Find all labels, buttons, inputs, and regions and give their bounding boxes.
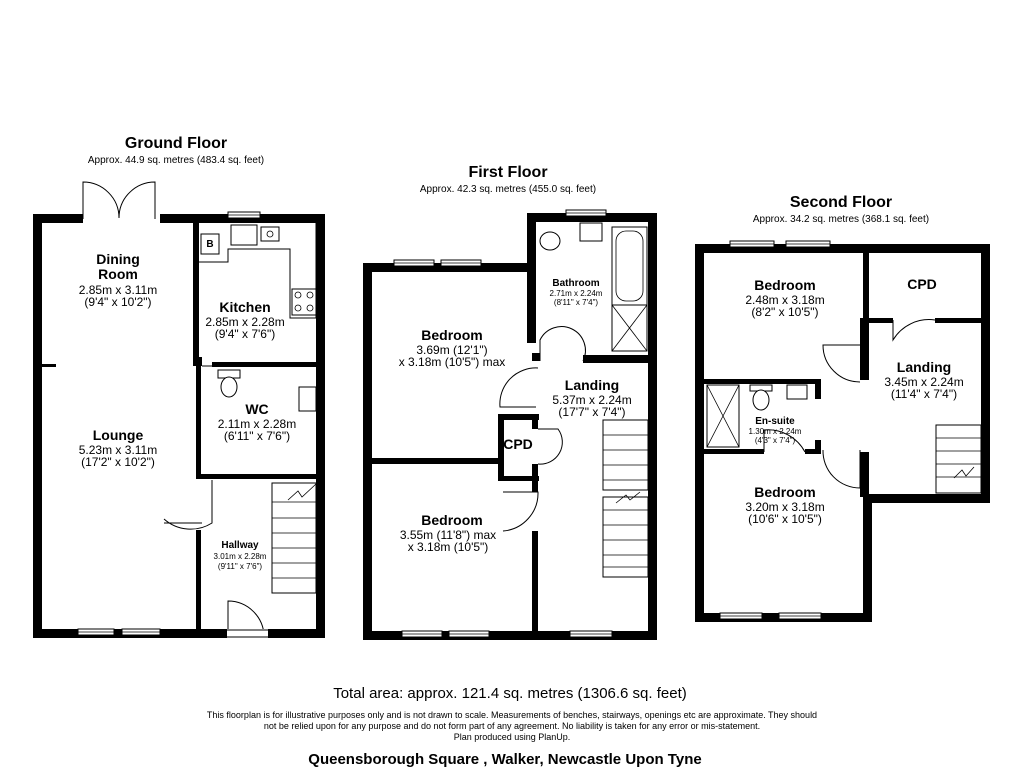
dining-room-name-line2: Room xyxy=(98,266,138,282)
bathroom-name: Bathroom xyxy=(552,278,600,289)
first-bedroom1-metric: 3.69m (12'1") xyxy=(416,343,488,357)
dining-room-metric: 2.85m x 3.11m xyxy=(78,283,158,297)
bathroom-imperial: (8'11" x 7'4") xyxy=(553,298,599,307)
ground-floor-title: Ground Floor xyxy=(124,135,228,152)
bathroom-metric: 2.71m x 2.24m xyxy=(549,289,603,298)
wc-imperial: (6'11" x 7'6") xyxy=(223,429,291,443)
second-bedroom2-name: Bedroom xyxy=(754,484,816,500)
lounge-imperial: (17'2" x 10'2") xyxy=(81,455,155,469)
second-bedroom1-name: Bedroom xyxy=(754,277,816,293)
first-bedroom2-imperial: x 3.18m (10'5") xyxy=(407,540,489,554)
hallway-name: Hallway xyxy=(221,540,259,551)
first-landing-metric: 5.37m x 2.24m xyxy=(552,393,632,407)
second-cpd-name: CPD xyxy=(907,276,937,292)
second-landing-imperial: (11'4" x 7'4") xyxy=(890,387,958,401)
wc-name: WC xyxy=(245,401,269,417)
ensuite-metric: 1.30m x 2.24m xyxy=(748,427,802,436)
disclaimer-line2: not be relied upon for any purpose and do not form part of any agreement. No liability is taken for any error or mis-statement. xyxy=(263,721,761,731)
first-bedroom1-imperial: x 3.18m (10'5") max xyxy=(398,355,506,369)
kitchen-metric: 2.85m x 2.28m xyxy=(205,315,285,329)
second-landing-metric: 3.45m x 2.24m xyxy=(884,375,964,389)
first-landing-name: Landing xyxy=(564,377,620,393)
second-floor-title: Second Floor xyxy=(789,194,893,211)
property-address: Queensborough Square , Walker, Newcastle Upon Tyne xyxy=(308,751,702,768)
first-floor-area: Approx. 42.3 sq. metres (455.0 sq. feet) xyxy=(419,184,597,195)
lounge-name: Lounge xyxy=(92,427,144,443)
second-landing-name: Landing xyxy=(896,359,952,375)
second-bedroom2-metric: 3.20m x 3.18m xyxy=(745,500,825,514)
dining-room-imperial: (9'4" x 10'2") xyxy=(84,295,152,309)
kitchen-imperial: (9'4" x 7'6") xyxy=(214,327,276,341)
lounge-metric: 5.23m x 3.11m xyxy=(78,443,158,457)
first-cpd-name: CPD xyxy=(503,436,533,452)
disclaimer-line1: This floorplan is for illustrative purposes only and is not drawn to scale. Measurements of benches, stairways, openings etc are approximate. They should xyxy=(206,710,818,720)
first-floor-title: First Floor xyxy=(468,164,548,181)
first-bedroom2-metric: 3.55m (11'8") max xyxy=(399,528,497,542)
wc-metric: 2.11m x 2.28m xyxy=(217,417,297,431)
kitchen-appliance-label: B xyxy=(206,239,214,250)
dining-room-name-line1: Dining xyxy=(96,251,140,267)
hallway-metric: 3.01m x 2.28m xyxy=(213,552,267,561)
ground-floor-area: Approx. 44.9 sq. metres (483.4 sq. feet) xyxy=(87,155,265,166)
first-bedroom1-name: Bedroom xyxy=(421,327,483,343)
second-bedroom1-metric: 2.48m x 3.18m xyxy=(745,293,825,307)
ensuite-name: En-suite xyxy=(755,416,795,427)
kitchen-name: Kitchen xyxy=(219,299,271,315)
disclaimer-line3: Plan produced using PlanUp. xyxy=(453,732,571,742)
hallway-imperial: (9'11" x 7'6") xyxy=(217,562,263,571)
first-landing-imperial: (17'7" x 7'4") xyxy=(558,405,626,419)
second-bedroom1-imperial: (8'2" x 10'5") xyxy=(751,305,819,319)
second-bedroom2-imperial: (10'6" x 10'5") xyxy=(748,512,822,526)
ensuite-imperial: (4'3" x 7'4") xyxy=(754,436,796,445)
second-floor-area: Approx. 34.2 sq. metres (368.1 sq. feet) xyxy=(752,214,930,225)
total-area: Total area: approx. 121.4 sq. metres (1306.6 sq. feet) xyxy=(333,685,687,702)
first-bedroom2-name: Bedroom xyxy=(421,512,483,528)
